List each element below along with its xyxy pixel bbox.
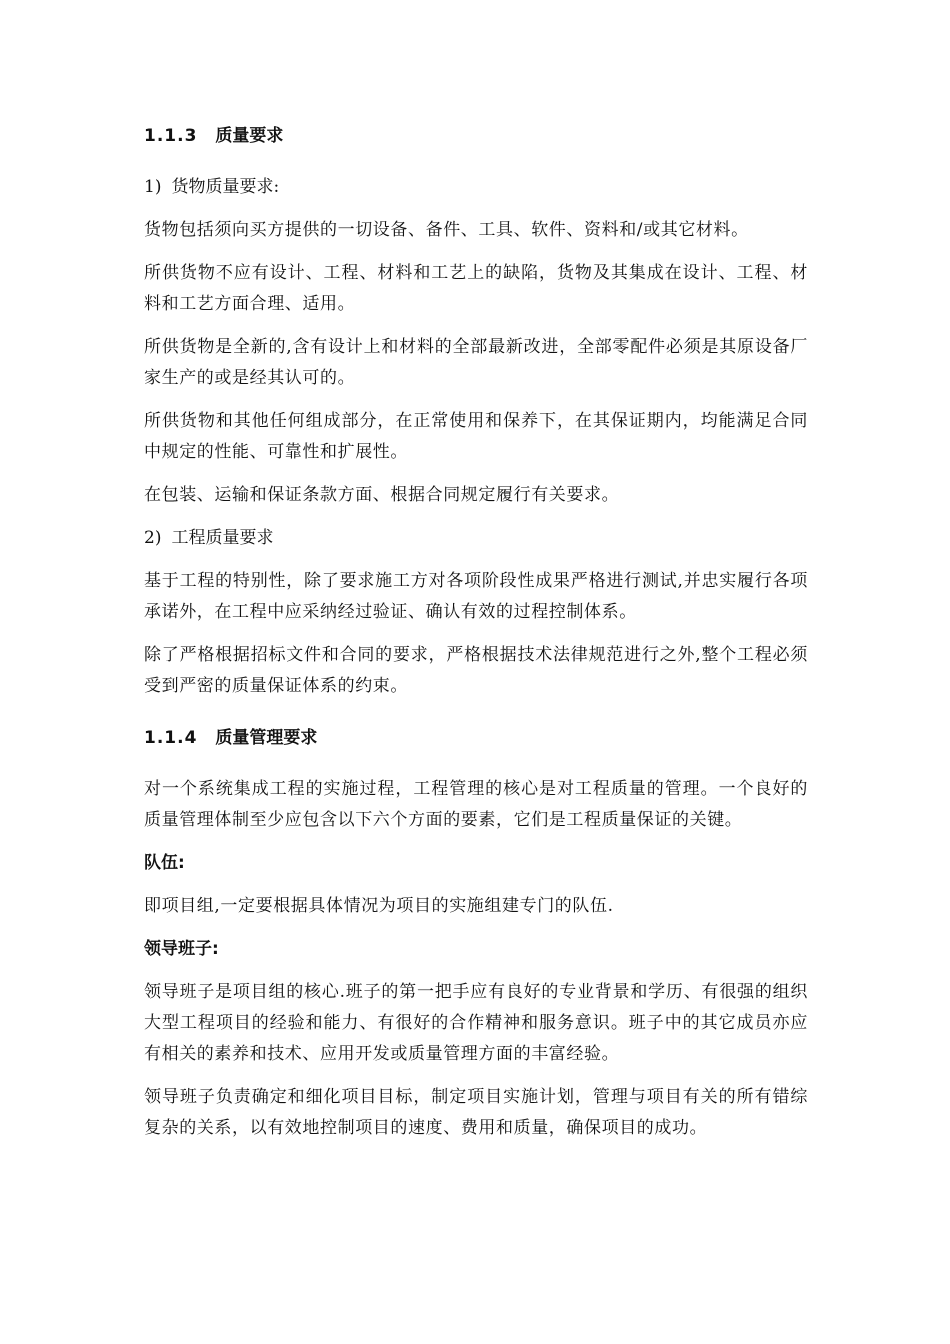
leadership-paragraph: 领导班子负责确定和细化项目目标，制定项目实施计划，管理与项目有关的所有错综复杂的关系，以有效地控制项目的速度、费用和质量，确保项目的成功。 xyxy=(144,1087,808,1138)
paragraph: 所供货物和其他任何组成部分，在正常使用和保养下，在其保证期内，均能满足合同中规定的性能、可靠性和扩展性。 xyxy=(144,411,808,462)
section-heading-1-1-3 xyxy=(144,120,808,152)
list-item-engineering-quality xyxy=(144,523,808,554)
list-item-text: 工程质量要求 xyxy=(171,528,274,548)
list-index: 1) xyxy=(144,177,162,197)
document-page xyxy=(144,120,808,1144)
intro-paragraph: 对一个系统集成工程的实施过程，工程管理的核心是对工程质量的管理。一个良好的质量管理体制至少应包含以下六个方面的要素，它们是工程质量保证的关键。 xyxy=(144,779,808,830)
paragraph: 除了严格根据招标文件和合同的要求，严格根据技术法律规范进行之外,整个工程必须受到严密的质量保证体系的约束。 xyxy=(144,645,808,696)
paragraph: 所供货物是全新的,含有设计上和材料的全部最新改进，全部零配件必须是其原设备厂家生产的或是经其认可的。 xyxy=(144,337,808,388)
list-item-text: 货物质量要求: xyxy=(171,177,280,197)
section-title: 质量要求 xyxy=(215,126,284,146)
list-index: 2) xyxy=(144,528,162,548)
leadership-paragraph: 领导班子是项目组的核心.班子的第一把手应有良好的专业背景和学历、有很强的组织大型工程项目的经验和能力、有很好的合作精神和服务意识。班子中的其它成员亦应有相关的素养和技术、应用开发或质量管理方面的丰富经验。 xyxy=(144,982,808,1064)
team-paragraph: 即项目组,一定要根据具体情况为项目的实施组建专门的队伍. xyxy=(144,896,614,916)
paragraph: 所供货物不应有设计、工程、材料和工艺上的缺陷，货物及其集成在设计、工程、材料和工艺方面合理、适用。 xyxy=(144,263,808,314)
section-heading-1-1-4 xyxy=(144,722,808,754)
paragraph: 基于工程的特别性，除了要求施工方对各项阶段性成果严格进行测试,并忠实履行各项承诺外，在工程中应采纳经过验证、确认有效的过程控制体系。 xyxy=(144,571,808,622)
paragraph: 在包装、运输和保证条款方面、根据合同规定履行有关要求。 xyxy=(144,485,620,505)
section-title: 质量管理要求 xyxy=(215,728,318,748)
section-number: 1.1.3 xyxy=(144,126,198,146)
paragraph: 货物包括须向买方提供的一切设备、备件、工具、软件、资料和/或其它材料。 xyxy=(144,220,749,240)
list-item-goods-quality xyxy=(144,172,808,203)
team-label: 队伍: xyxy=(144,853,185,873)
leadership-label: 领导班子: xyxy=(144,939,219,959)
section-number: 1.1.4 xyxy=(144,728,198,748)
